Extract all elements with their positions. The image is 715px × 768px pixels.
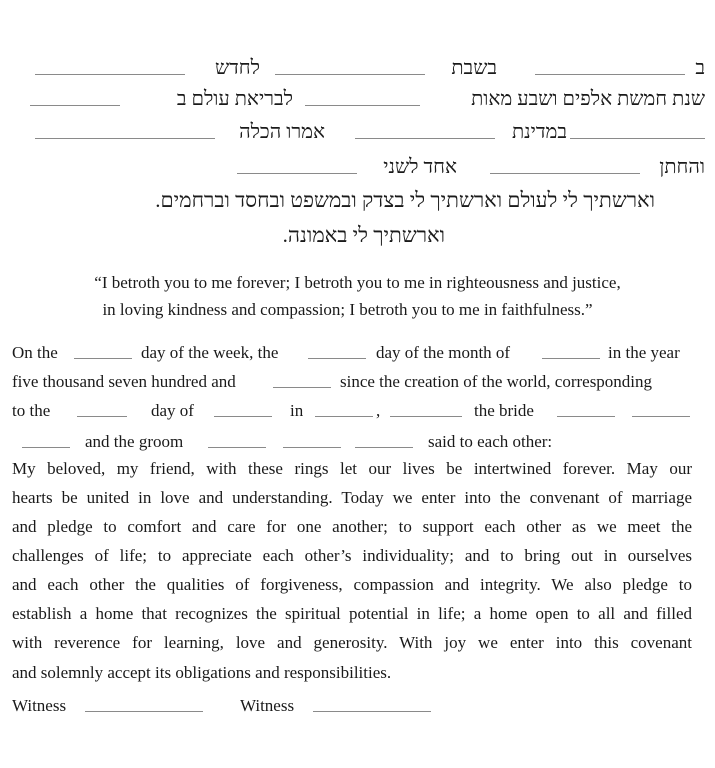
blank-en-bride-2 [632,416,690,417]
text-the-bride: the bride [474,401,534,420]
text-comma: , [376,401,381,420]
blank-en-day [74,358,132,359]
text-day-of-month: day of the month of [376,343,511,362]
hebrew-vehechatan: והחתן [659,156,705,178]
blank-groom [490,173,640,174]
text-since-creation: since the creation of the world, corresponding [340,372,653,391]
blank-bride [35,138,215,139]
blank-en-year [273,387,331,388]
blank-day-of [570,138,705,139]
text-in: in [290,401,304,420]
vow-line-7: with reverence for learning, love and generosity. With joy we enter into this covenant [12,633,692,652]
blank-en-secular-month [214,416,272,417]
text-day-of: day of [151,401,194,420]
vow-line-1: My beloved, my friend, with these rings let our lives be intertwined forever. May our [12,459,692,478]
english-row-2 [0,370,715,398]
blank-month [35,74,185,75]
vow-line-3: and pledge to comfort and care for one another; to support each other as we meet the [12,517,692,536]
text-to-the: to the [12,401,51,420]
blank-en-city [315,416,373,417]
quote-line-2: in loving kindness and compassion; I betroth you to me in faithfulness.” [102,300,593,319]
hebrew-echad: אחד לשני [383,156,457,178]
hebrew-row-3 [0,117,715,147]
text-on-the: On the [12,343,58,362]
hebrew-lchodesh: לחדש [215,57,260,79]
hebrew-row-2 [0,84,715,114]
hebrew-verse-1: וארשתיך לי לעולם וארשתיך לי בצדק ובמשפט ובחסד וברחמים. [155,188,655,212]
hebrew-row-1 [0,53,715,83]
witness-label-2: Witness [240,696,295,715]
blank-en-month [542,358,600,359]
blank-day [535,74,685,75]
hebrew-bshabbat: בשבת [451,57,497,79]
hebrew-kallah: אמרו הכלה [239,121,325,143]
blank-en-day-of [77,416,127,417]
english-row-4 [0,430,715,458]
vow-line-6: establish a home that recognizes the spiritual potential in life; a home open to all and filled [12,604,692,623]
witness-signature-line-2 [313,711,431,712]
blank-en-bride-1 [557,416,615,417]
vow-line-2: hearts be united in love and understanding. Today we enter into the convenant of marriage [12,488,692,507]
vow-line-5: and each other the qualities of forgiveness, compassion and integrity. We also pledge to [12,575,692,594]
hebrew-row-4 [0,152,715,182]
quote-line-1: “I betroth you to me forever; I betroth you to me in righteousness and justice, [94,273,621,292]
vow-line-last: and solemnly accept its obligations and responsibilities. [12,663,392,682]
text-and-the-groom: and the groom [85,432,184,451]
blank-en-bride-3 [22,447,70,448]
hebrew-verse-2: וארשתיך לי באמונה. [282,223,445,247]
blank-creation [30,105,120,106]
text-in-the-year: in the year [608,343,680,362]
blank-en-groom-3 [355,447,413,448]
text-five-thousand: five thousand seven hundred and [12,372,236,391]
hebrew-bmedinat: במדינת [511,121,567,143]
blank-weekday [275,74,425,75]
hebrew-year-text: שנת חמשת אלפים ושבע מאות [471,88,705,110]
english-row-3 [0,399,715,427]
witness-label-1: Witness [12,696,67,715]
blank-en-groom-1 [208,447,266,448]
witness-row [0,694,715,722]
text-day-of-week: day of the week, the [141,343,279,362]
blank-en-country [390,416,462,417]
english-row-1 [0,341,715,369]
blank-en-date [308,358,366,359]
hebrew-bet: ב [695,57,705,79]
blank-country [355,138,495,139]
blank-groom-2 [237,173,357,174]
blank-year [305,105,420,106]
hebrew-creation-text: לבריאת עולם ב [176,88,293,110]
witness-signature-line-1 [85,711,203,712]
vow-line-4: challenges of life; to appreciate each other’s individuality; and to bring out in ourselves [12,546,692,565]
text-said-to-each-other: said to each other: [428,432,553,451]
blank-en-groom-2 [283,447,341,448]
